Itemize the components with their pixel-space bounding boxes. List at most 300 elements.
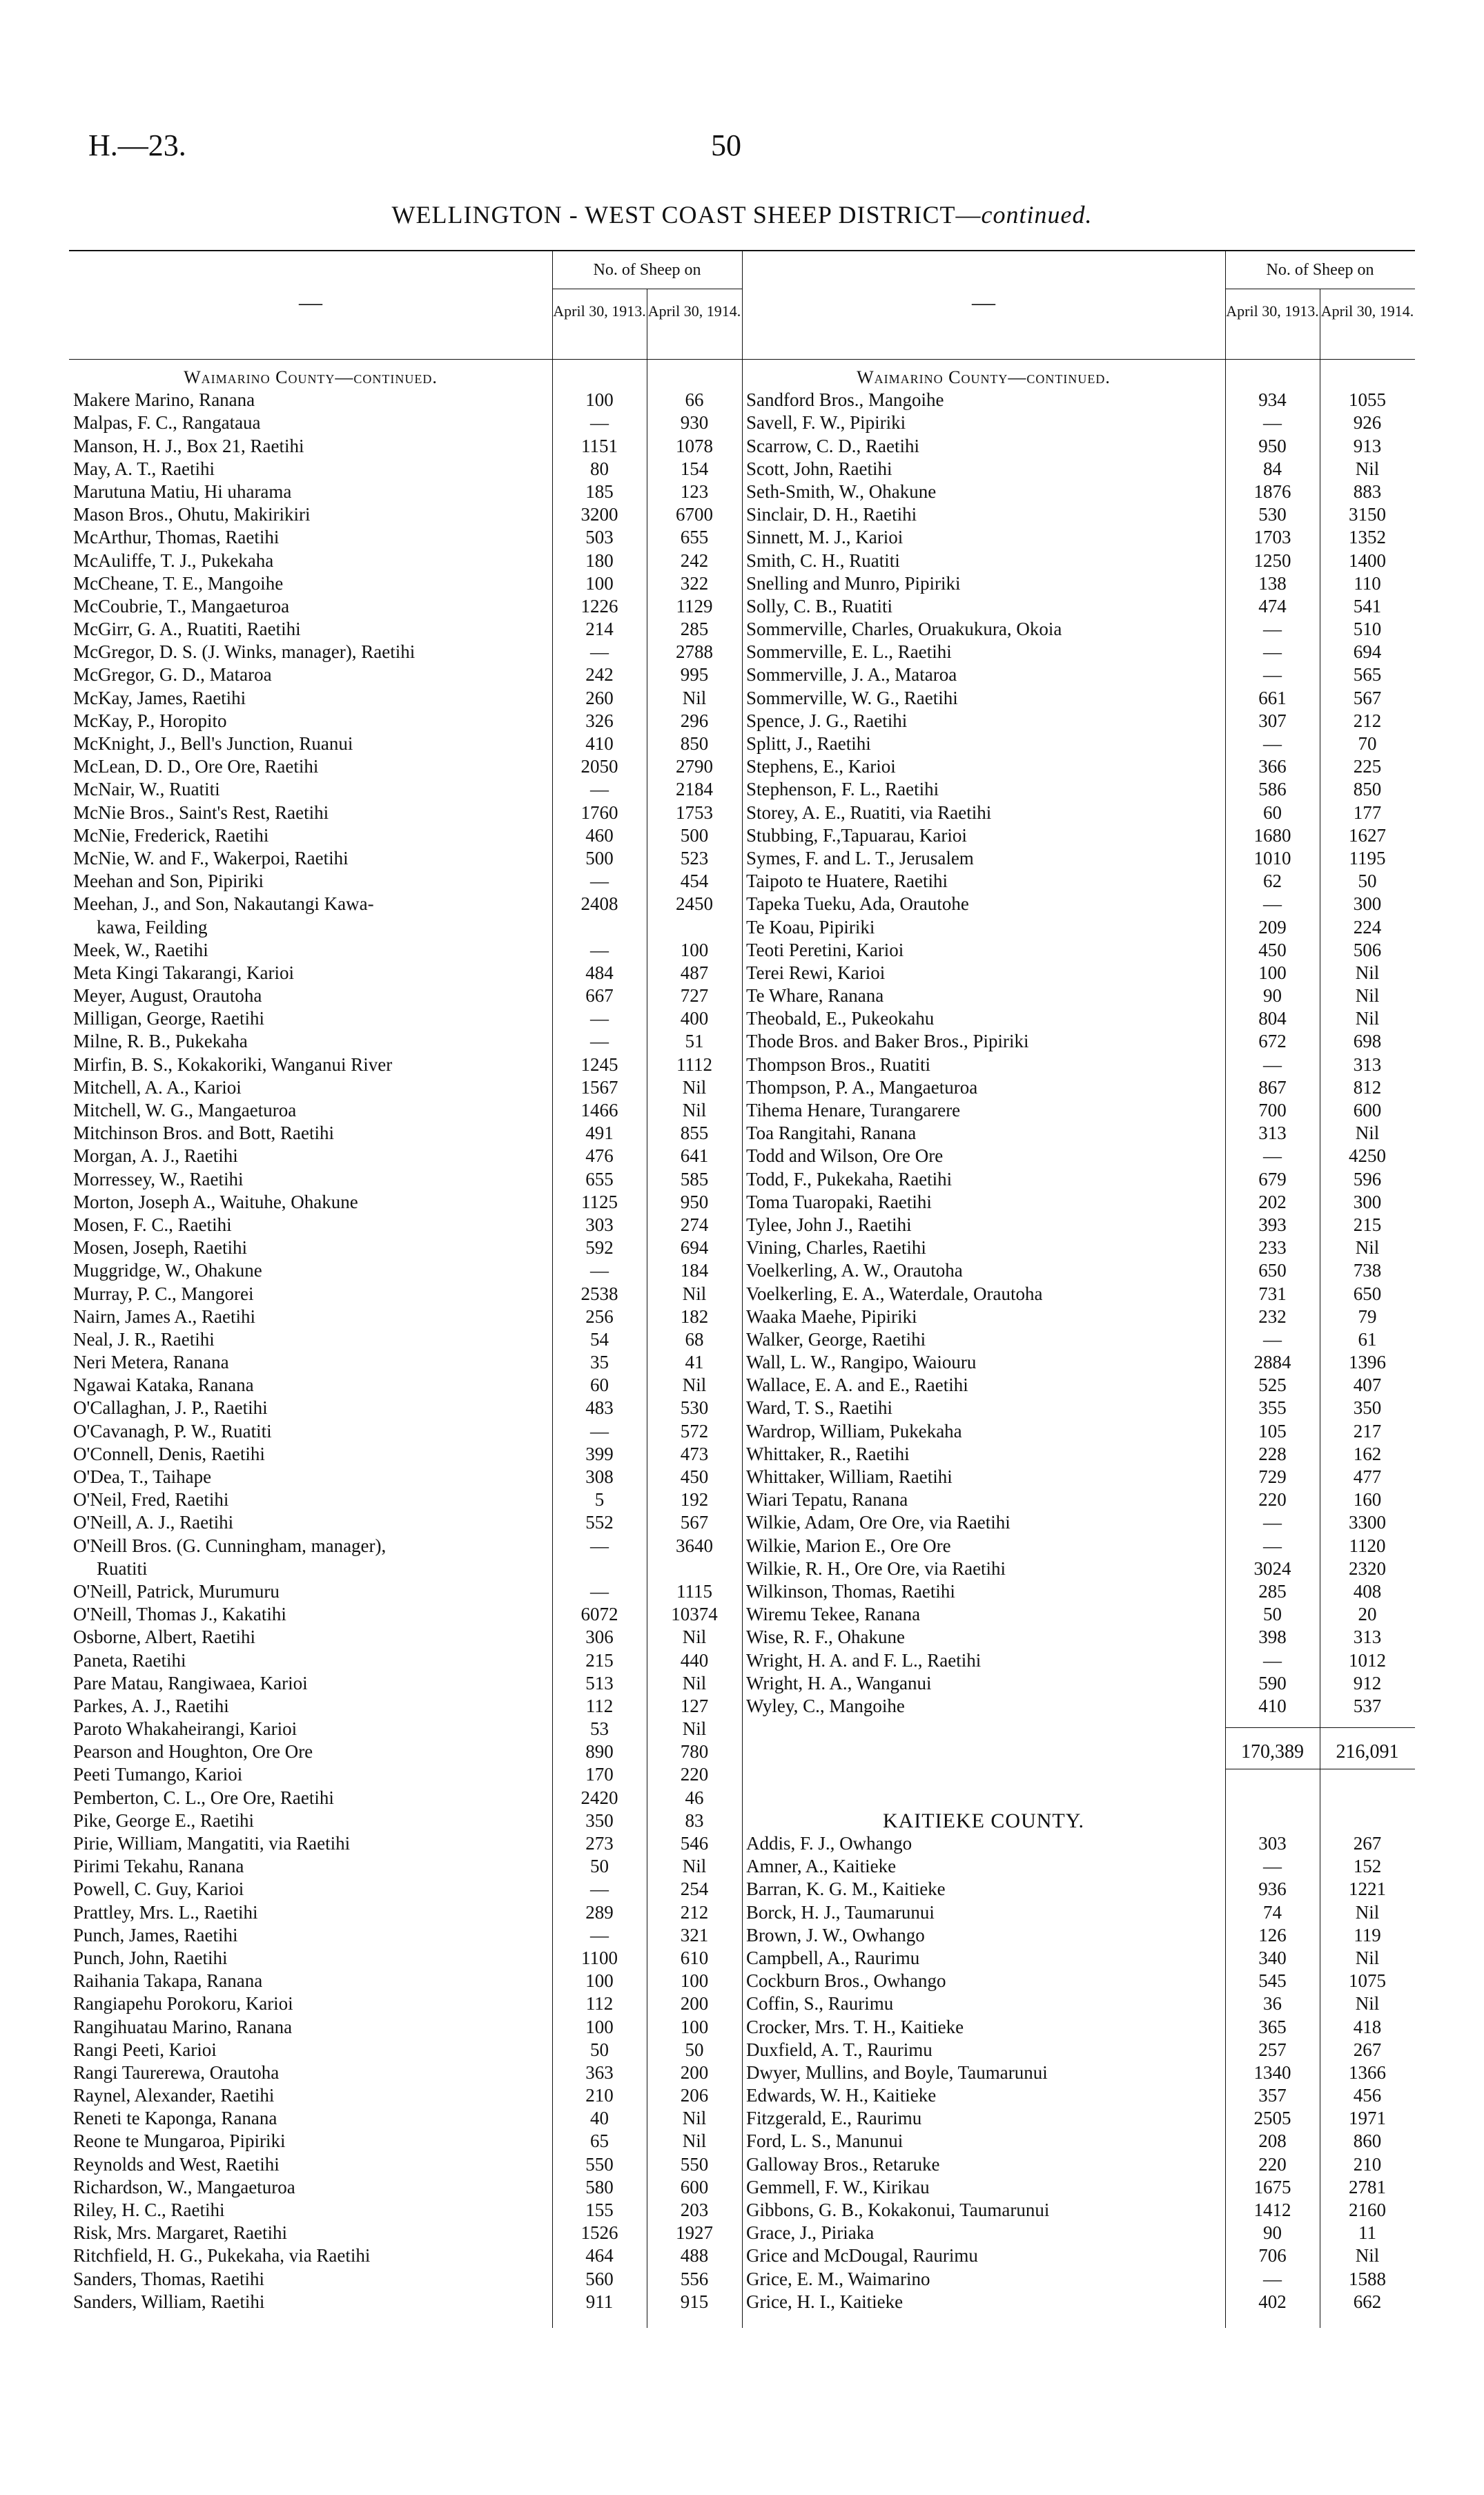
blank-row bbox=[742, 1718, 1415, 1740]
owner-name: McArthur, Thomas, Raetihi bbox=[73, 527, 280, 548]
sheep-count-1914: 1129 bbox=[676, 595, 713, 617]
table-row bbox=[742, 550, 1415, 572]
owner-name: McAuliffe, T. J., Pukekaha bbox=[73, 550, 274, 571]
sheep-count-1913: 306 bbox=[585, 1627, 614, 1648]
sheep-count-1914: 254 bbox=[680, 1878, 709, 1900]
sheep-count-1914: 550 bbox=[680, 2153, 709, 2175]
sheep-count-1913: 232 bbox=[1258, 1305, 1287, 1327]
sheep-count-1914: 210 bbox=[1353, 2153, 1382, 2175]
sheep-count-1914: 216,091 bbox=[1336, 1741, 1399, 1763]
sheep-count-1913: 525 bbox=[1258, 1375, 1287, 1396]
sheep-count-1914: Nil bbox=[682, 1672, 707, 1693]
document-reference: H.—23. bbox=[88, 128, 186, 162]
sheep-count-1913: 40 bbox=[590, 2108, 609, 2129]
sheep-count-1913: 256 bbox=[585, 1305, 614, 1327]
sheep-count-1914: 119 bbox=[1354, 1924, 1381, 1945]
sheep-count-1913: 6072 bbox=[580, 1604, 618, 1625]
table-row bbox=[69, 389, 742, 411]
sheep-count-1913: 2505 bbox=[1253, 2108, 1291, 2129]
sheep-count-1914: 694 bbox=[680, 1237, 709, 1259]
sheep-count-1913: 138 bbox=[1258, 572, 1287, 594]
sheep-count-1913: 1526 bbox=[580, 2222, 618, 2244]
table-row bbox=[742, 1488, 1415, 1511]
table-row bbox=[742, 2176, 1415, 2199]
sheep-count-1913: 53 bbox=[590, 1718, 609, 1740]
table-row bbox=[742, 2268, 1415, 2291]
sheep-count-1914: 408 bbox=[1353, 1580, 1382, 1602]
table-row bbox=[69, 2291, 742, 2313]
sheep-count-1914: 523 bbox=[680, 847, 709, 868]
sheep-count-1913: — bbox=[590, 1420, 609, 1441]
owner-name: Snelling and Munro, Pipiriki bbox=[746, 572, 961, 594]
sheep-count-1914: 160 bbox=[1353, 1489, 1382, 1511]
sheep-count-1913: 1340 bbox=[1253, 2061, 1291, 2083]
table-row bbox=[69, 778, 742, 801]
sheep-count-1914: 418 bbox=[1353, 2016, 1382, 2037]
table-row bbox=[742, 1466, 1415, 1488]
table-row bbox=[742, 2291, 1415, 2313]
owner-name: Sommerville, Charles, Oruakukura, Okoia bbox=[746, 619, 1062, 640]
sheep-count-1913: 655 bbox=[585, 1168, 614, 1190]
owner-name: Campbell, A., Raurimu bbox=[746, 1947, 920, 1968]
sheep-count-1914: 454 bbox=[680, 871, 709, 892]
sheep-count-1914: 41 bbox=[685, 1352, 704, 1373]
table-row bbox=[742, 1695, 1415, 1718]
owner-name: Tylee, John J., Raetihi bbox=[746, 1214, 912, 1235]
owner-name: Wardrop, William, Pukekaha bbox=[746, 1420, 962, 1441]
owner-name: McKay, James, Raetihi bbox=[73, 687, 246, 708]
sheep-count-1913: 1100 bbox=[581, 1947, 618, 1968]
sheep-count-1913: 398 bbox=[1258, 1627, 1287, 1648]
sheep-count-1914: 51 bbox=[685, 1031, 704, 1052]
owner-name: Storey, A. E., Ruatiti, via Raetihi bbox=[746, 802, 992, 823]
table-row bbox=[69, 1191, 742, 1214]
sheep-count-1913: 1567 bbox=[580, 1076, 618, 1098]
sheep-count-1913: 890 bbox=[585, 1741, 614, 1763]
owner-name: Ford, L. S., Manunui bbox=[746, 2130, 904, 2152]
table-row bbox=[69, 2016, 742, 2039]
sheep-count-1913: 355 bbox=[1258, 1397, 1287, 1419]
table-row bbox=[69, 1054, 742, 1076]
header-bottom-rule bbox=[742, 359, 1415, 360]
owner-name: Terei Rewi, Karioi bbox=[746, 962, 886, 983]
sheep-count-1914: 184 bbox=[680, 1260, 709, 1281]
sheep-count-1913: 233 bbox=[1258, 1237, 1287, 1259]
sheep-count-1913: — bbox=[590, 1260, 609, 1281]
owner-name: Rangi Taurerewa, Orautoha bbox=[73, 2061, 280, 2083]
table-row bbox=[742, 802, 1415, 824]
owner-name: Nairn, James A., Raetihi bbox=[73, 1305, 255, 1327]
table-row bbox=[742, 893, 1415, 915]
owner-name: Galloway Bros., Retaruke bbox=[746, 2153, 940, 2175]
sheep-count-1914: 596 bbox=[1353, 1168, 1382, 1190]
owner-name: McNie Bros., Saint's Rest, Raetihi bbox=[73, 802, 329, 823]
page-title-main: WELLINGTON - WEST COAST SHEEP DISTRICT— bbox=[391, 201, 982, 229]
table-row bbox=[742, 618, 1415, 641]
table-row bbox=[742, 2222, 1415, 2244]
table-row bbox=[742, 1878, 1415, 1901]
sheep-count-1914: 20 bbox=[1358, 1604, 1377, 1625]
sheep-count-1914: 321 bbox=[680, 1924, 709, 1945]
table-row bbox=[69, 824, 742, 847]
table-row bbox=[742, 1191, 1415, 1214]
table-row bbox=[742, 458, 1415, 480]
sheep-count-1913: — bbox=[590, 641, 609, 663]
owner-name: Solly, C. B., Ruatiti bbox=[746, 595, 893, 617]
table-row bbox=[69, 2039, 742, 2061]
right-rows bbox=[742, 366, 1415, 2313]
table-row bbox=[742, 2061, 1415, 2084]
sheep-count-1914: 930 bbox=[680, 412, 709, 434]
table-row bbox=[742, 595, 1415, 618]
sheep-count-1913: 202 bbox=[1258, 1191, 1287, 1212]
table-row-continuation bbox=[69, 916, 742, 939]
table-row bbox=[69, 1099, 742, 1122]
table-row bbox=[742, 2084, 1415, 2107]
table-row bbox=[69, 2061, 742, 2084]
sheep-count-1914: 1221 bbox=[1349, 1878, 1386, 1900]
owner-name: Toa Rangitahi, Ranana bbox=[746, 1123, 917, 1144]
owner-name: Morressey, W., Raetihi bbox=[73, 1168, 244, 1190]
sheep-count-1914: 650 bbox=[1353, 1283, 1382, 1304]
sheep-count-1914: 1055 bbox=[1349, 389, 1386, 411]
sheep-count-1913: 100 bbox=[1258, 962, 1287, 983]
owner-name: O'Neill Bros. (G. Cunningham, manager), bbox=[73, 1535, 387, 1556]
table-row bbox=[742, 1305, 1415, 1328]
table-row bbox=[69, 1030, 742, 1053]
sheep-count-1914: 177 bbox=[1353, 802, 1382, 823]
sheep-count-1914: 296 bbox=[680, 710, 709, 731]
owner-name: Neal, J. R., Raetihi bbox=[73, 1328, 215, 1350]
sheep-count-1914: 2781 bbox=[1349, 2176, 1386, 2197]
table-row bbox=[69, 1283, 742, 1305]
sheep-count-1913: 185 bbox=[585, 480, 614, 502]
table-row bbox=[69, 1374, 742, 1397]
owner-name: Raynel, Alexander, Raetihi bbox=[73, 2085, 275, 2106]
sheep-count-1914: Nil bbox=[1355, 1947, 1380, 1968]
sheep-count-1913: — bbox=[590, 1535, 609, 1556]
owner-name: McGirr, G. A., Ruatiti, Raetihi bbox=[73, 619, 301, 640]
sheep-count-1913: 731 bbox=[1258, 1283, 1287, 1304]
sheep-count-1914: Nil bbox=[1355, 458, 1380, 479]
sheep-count-1913: 1245 bbox=[580, 1054, 618, 1075]
sheep-count-1913: 393 bbox=[1258, 1214, 1287, 1235]
sheep-count-1913: 1675 bbox=[1253, 2176, 1291, 2197]
sheep-count-1914: 698 bbox=[1353, 1031, 1382, 1052]
sheep-count-1913: 90 bbox=[1263, 2222, 1282, 2244]
sheep-count-1914: 2450 bbox=[676, 893, 713, 915]
sheep-count-1913: — bbox=[1263, 1145, 1282, 1167]
sheep-count-1913: 308 bbox=[585, 1466, 614, 1487]
sheep-count-1914: Nil bbox=[1355, 1008, 1380, 1029]
sheep-count-1914: Nil bbox=[682, 687, 707, 708]
sheep-count-1914: 510 bbox=[1353, 619, 1382, 640]
sheep-count-1914: Nil bbox=[682, 1076, 707, 1098]
owner-name: Splitt, J., Raetihi bbox=[746, 733, 871, 754]
owner-name: Wall, L. W., Rangipo, Waiouru bbox=[746, 1352, 977, 1373]
owner-name: Te Whare, Ranana bbox=[746, 985, 884, 1007]
sheep-count-1913: 50 bbox=[590, 2039, 609, 2060]
sheep-count-1914: 70 bbox=[1358, 733, 1377, 754]
table-row bbox=[69, 1397, 742, 1419]
sheep-count-1914: 1078 bbox=[676, 435, 713, 456]
header-dash: — bbox=[299, 290, 322, 315]
sheep-count-1913: 105 bbox=[1258, 1420, 1287, 1441]
blank-row bbox=[742, 1763, 1415, 1786]
sheep-count-1914: 450 bbox=[680, 1466, 709, 1487]
owner-name: Fitzgerald, E., Raurimu bbox=[746, 2108, 922, 2129]
sheep-count-1914: 217 bbox=[1353, 1420, 1382, 1441]
sheep-count-1913: 679 bbox=[1258, 1168, 1287, 1190]
sheep-count-1914: 50 bbox=[1358, 871, 1377, 892]
sheep-count-1913: 1466 bbox=[580, 1100, 618, 1120]
sheep-count-1913: 3200 bbox=[580, 504, 618, 525]
sheep-count-1913: 60 bbox=[590, 1375, 609, 1396]
owner-name: Wallace, E. A. and E., Raetihi bbox=[746, 1375, 968, 1396]
owner-name: Ritchfield, H. G., Pukekaha, via Raetihi bbox=[73, 2245, 371, 2266]
table-row bbox=[742, 1054, 1415, 1076]
table-row bbox=[69, 550, 742, 572]
owner-name: Sanders, Thomas, Raetihi bbox=[73, 2268, 264, 2289]
sheep-count-1913: 2538 bbox=[580, 1283, 618, 1304]
sheep-count-1914: Nil bbox=[682, 2130, 707, 2152]
sheep-count-1913: 112 bbox=[585, 1695, 614, 1716]
sheep-count-1913: 503 bbox=[585, 527, 614, 548]
total-row bbox=[742, 1740, 1415, 1763]
sheep-count-1914: 350 bbox=[1353, 1397, 1382, 1419]
table-row bbox=[742, 389, 1415, 411]
table-row bbox=[69, 1924, 742, 1947]
sheep-count-1913: 586 bbox=[1258, 779, 1287, 800]
sheep-count-1914: Nil bbox=[1355, 1237, 1380, 1259]
section-heading bbox=[742, 366, 1415, 389]
sheep-count-1914: Nil bbox=[1355, 2245, 1380, 2266]
sheep-count-1914: 2160 bbox=[1349, 2200, 1386, 2220]
table-header bbox=[69, 255, 742, 352]
sheep-count-1913: 84 bbox=[1263, 458, 1282, 479]
owner-name: Wiari Tepatu, Ranana bbox=[746, 1489, 908, 1511]
table-row bbox=[69, 1649, 742, 1672]
owner-name: Reone te Mungaroa, Pipiriki bbox=[73, 2130, 286, 2152]
sheep-count-1914: 600 bbox=[680, 2176, 709, 2197]
owner-name: McNie, W. and F., Wakerpoi, Raetihi bbox=[73, 847, 349, 868]
sheep-count-1913: 242 bbox=[585, 664, 614, 686]
sheep-count-1913: — bbox=[1263, 733, 1282, 754]
sheep-count-1913: 491 bbox=[585, 1123, 614, 1144]
table-row bbox=[69, 1259, 742, 1282]
sheep-count-1913: 552 bbox=[585, 1512, 614, 1533]
sheep-count-1914: 1588 bbox=[1349, 2268, 1386, 2289]
sheep-count-1914: 567 bbox=[1353, 687, 1382, 708]
sheep-count-1914: 487 bbox=[680, 962, 709, 983]
top-rule bbox=[742, 250, 1415, 251]
table-row bbox=[742, 480, 1415, 503]
owner-name: Wright, H. A., Wanganui bbox=[746, 1672, 932, 1693]
owner-name: Gibbons, G. B., Kokakonui, Taumarunui bbox=[746, 2200, 1050, 2220]
table-row bbox=[742, 1374, 1415, 1397]
sheep-count-1914: 225 bbox=[1353, 756, 1382, 777]
table-row bbox=[69, 411, 742, 434]
owner-name: Sinnett, M. J., Karioi bbox=[746, 527, 904, 548]
table-row bbox=[742, 1901, 1415, 1924]
sheep-count-1914: 313 bbox=[1353, 1054, 1382, 1075]
sheep-count-1913: — bbox=[1263, 1856, 1282, 1877]
owner-name: Ngawai Kataka, Ranana bbox=[73, 1375, 254, 1396]
sheep-count-1913: 50 bbox=[590, 1856, 609, 1877]
owner-name: Scott, John, Raetihi bbox=[746, 458, 892, 479]
sheep-count-1913: — bbox=[1263, 2268, 1282, 2289]
table-row bbox=[742, 411, 1415, 434]
sheep-count-1914: 912 bbox=[1353, 1672, 1382, 1693]
table-row bbox=[742, 2107, 1415, 2130]
table-row bbox=[69, 1718, 742, 1740]
sheep-count-1914: 913 bbox=[1353, 435, 1382, 456]
table-row bbox=[69, 1901, 742, 1924]
owner-name: Barran, K. G. M., Kaitieke bbox=[746, 1878, 946, 1900]
table-row bbox=[742, 1076, 1415, 1099]
sheep-count-1914: 530 bbox=[680, 1397, 709, 1419]
table-row bbox=[742, 526, 1415, 549]
table-row bbox=[69, 1488, 742, 1511]
sheep-count-1913: 1010 bbox=[1253, 847, 1291, 868]
sheep-count-1914: 1075 bbox=[1349, 1970, 1386, 1992]
owner-name: Meta Kingi Takarangi, Karioi bbox=[73, 962, 295, 983]
sheep-count-1913: 1151 bbox=[581, 435, 618, 456]
sheep-count-1913: 228 bbox=[1258, 1443, 1287, 1464]
table-row bbox=[742, 1626, 1415, 1649]
table-row bbox=[742, 732, 1415, 755]
owner-name: Amner, A., Kaitieke bbox=[746, 1856, 897, 1877]
sheep-count-1914: 83 bbox=[685, 1809, 704, 1831]
table-row bbox=[69, 1580, 742, 1603]
owner-name: Edwards, W. H., Kaitieke bbox=[746, 2085, 937, 2106]
sheep-count-1914: 110 bbox=[1354, 572, 1381, 594]
owner-name: Symes, F. and L. T., Jerusalem bbox=[746, 847, 974, 868]
owner-name: Stephens, E., Karioi bbox=[746, 756, 896, 777]
sheep-count-1914: 400 bbox=[680, 1008, 709, 1029]
table-row bbox=[742, 1672, 1415, 1695]
owner-name: Sommerville, J. A., Mataroa bbox=[746, 664, 957, 686]
table-row bbox=[742, 663, 1415, 686]
sheep-count-1913: 350 bbox=[585, 1809, 614, 1831]
sheep-count-1914: 100 bbox=[680, 2016, 709, 2037]
table-row bbox=[742, 824, 1415, 847]
sheep-count-1914: Nil bbox=[1355, 985, 1380, 1007]
table-row bbox=[742, 755, 1415, 778]
sheep-count-1914: 488 bbox=[680, 2245, 709, 2266]
sheep-count-1914: 300 bbox=[1353, 1191, 1382, 1212]
sheep-count-1914: 203 bbox=[680, 2200, 709, 2220]
owner-name: O'Neill, Thomas J., Kakatihi bbox=[73, 1604, 286, 1625]
heading-text: kawa, Feilding bbox=[97, 916, 208, 938]
table-row bbox=[69, 1466, 742, 1488]
owner-name: McLean, D. D., Ore Ore, Raetihi bbox=[73, 756, 319, 777]
page-title-suffix: continued. bbox=[981, 201, 1093, 229]
sheep-count-1913: 2884 bbox=[1253, 1352, 1291, 1373]
sheep-count-1914: 473 bbox=[680, 1443, 709, 1464]
owner-name: Sanders, William, Raetihi bbox=[73, 2291, 265, 2312]
sheep-count-1913: 209 bbox=[1258, 916, 1287, 938]
owner-name: Wilkie, R. H., Ore Ore, via Raetihi bbox=[746, 1557, 1006, 1579]
owner-name: Milligan, George, Raetihi bbox=[73, 1008, 264, 1029]
table-row bbox=[69, 663, 742, 686]
sheep-count-1913: — bbox=[590, 1580, 609, 1602]
owner-name: Waaka Maehe, Pipiriki bbox=[746, 1305, 917, 1327]
table-row bbox=[742, 962, 1415, 984]
sheep-count-1914: 407 bbox=[1353, 1375, 1382, 1396]
owner-name: O'Callaghan, J. P., Raetihi bbox=[73, 1397, 268, 1419]
sheep-count-1913: 1250 bbox=[1253, 550, 1291, 571]
table-row bbox=[742, 2244, 1415, 2267]
table-row bbox=[69, 435, 742, 458]
table-row bbox=[69, 1695, 742, 1718]
table-row bbox=[69, 802, 742, 824]
sheep-count-1913: — bbox=[1263, 664, 1282, 686]
sheep-count-1913: 911 bbox=[585, 2291, 614, 2312]
sheep-count-1913: 100 bbox=[585, 389, 614, 411]
sheep-count-1914: 1753 bbox=[676, 802, 713, 823]
sheep-count-1913: 285 bbox=[1258, 1580, 1287, 1602]
sheep-count-1914: 46 bbox=[685, 1787, 704, 1808]
sheep-count-1913: 513 bbox=[585, 1672, 614, 1693]
sheep-count-1914: 215 bbox=[1353, 1214, 1382, 1235]
owner-name: Thompson Bros., Ruatiti bbox=[746, 1054, 931, 1075]
sheep-count-1914: 546 bbox=[680, 1833, 709, 1854]
sheep-count-1913: 170,389 bbox=[1241, 1741, 1304, 1763]
sheep-count-1913: 214 bbox=[585, 619, 614, 640]
sheep-count-1914: Nil bbox=[1355, 962, 1380, 983]
sheep-count-1914: 506 bbox=[1353, 939, 1382, 960]
table-row bbox=[69, 526, 742, 549]
sheep-count-1914: 206 bbox=[680, 2085, 709, 2106]
owner-name: Smith, C. H., Ruatiti bbox=[746, 550, 900, 571]
sheep-count-1914: 200 bbox=[680, 2061, 709, 2083]
table-row bbox=[69, 2268, 742, 2291]
sheep-count-1914: 1366 bbox=[1349, 2061, 1386, 2083]
sheep-count-1914: 212 bbox=[680, 1901, 709, 1923]
sheep-count-1914: 1195 bbox=[1349, 847, 1386, 868]
table-row bbox=[69, 870, 742, 893]
sheep-count-1913: 934 bbox=[1258, 389, 1287, 411]
table-row bbox=[69, 755, 742, 778]
table-row bbox=[742, 1970, 1415, 1992]
owner-name: Seth-Smith, W., Ohakune bbox=[746, 480, 937, 502]
sheep-count-1913: 867 bbox=[1258, 1076, 1287, 1098]
owner-name: Punch, John, Raetihi bbox=[73, 1947, 228, 1968]
table-row bbox=[69, 1878, 742, 1901]
sheep-count-1913: 54 bbox=[590, 1328, 609, 1350]
sheep-count-1913: 303 bbox=[585, 1214, 614, 1235]
header-date-1913: April 30, 1913. bbox=[553, 302, 646, 320]
owner-name: Wilkie, Marion E., Ore Ore bbox=[746, 1535, 951, 1556]
sheep-count-1913: 180 bbox=[585, 550, 614, 571]
sheep-count-1913: 357 bbox=[1258, 2085, 1287, 2106]
owner-name: Thompson, P. A., Mangaeturoa bbox=[746, 1076, 978, 1098]
sheep-count-1913: — bbox=[1263, 619, 1282, 640]
table-row bbox=[69, 984, 742, 1007]
owner-name: Mosen, Joseph, Raetihi bbox=[73, 1237, 247, 1259]
sheep-count-1914: 855 bbox=[680, 1123, 709, 1144]
sheep-count-1914: 641 bbox=[680, 1145, 709, 1167]
table-row bbox=[69, 1351, 742, 1374]
owner-name: Stephenson, F. L., Raetihi bbox=[746, 779, 939, 800]
sheep-count-1914: 572 bbox=[680, 1420, 709, 1441]
sheep-count-1914: 267 bbox=[1353, 1833, 1382, 1854]
table-row bbox=[69, 480, 742, 503]
table-row bbox=[69, 1763, 742, 1786]
sheep-count-1913: 700 bbox=[1258, 1100, 1287, 1120]
sheep-count-1913: 5 bbox=[594, 1489, 605, 1511]
